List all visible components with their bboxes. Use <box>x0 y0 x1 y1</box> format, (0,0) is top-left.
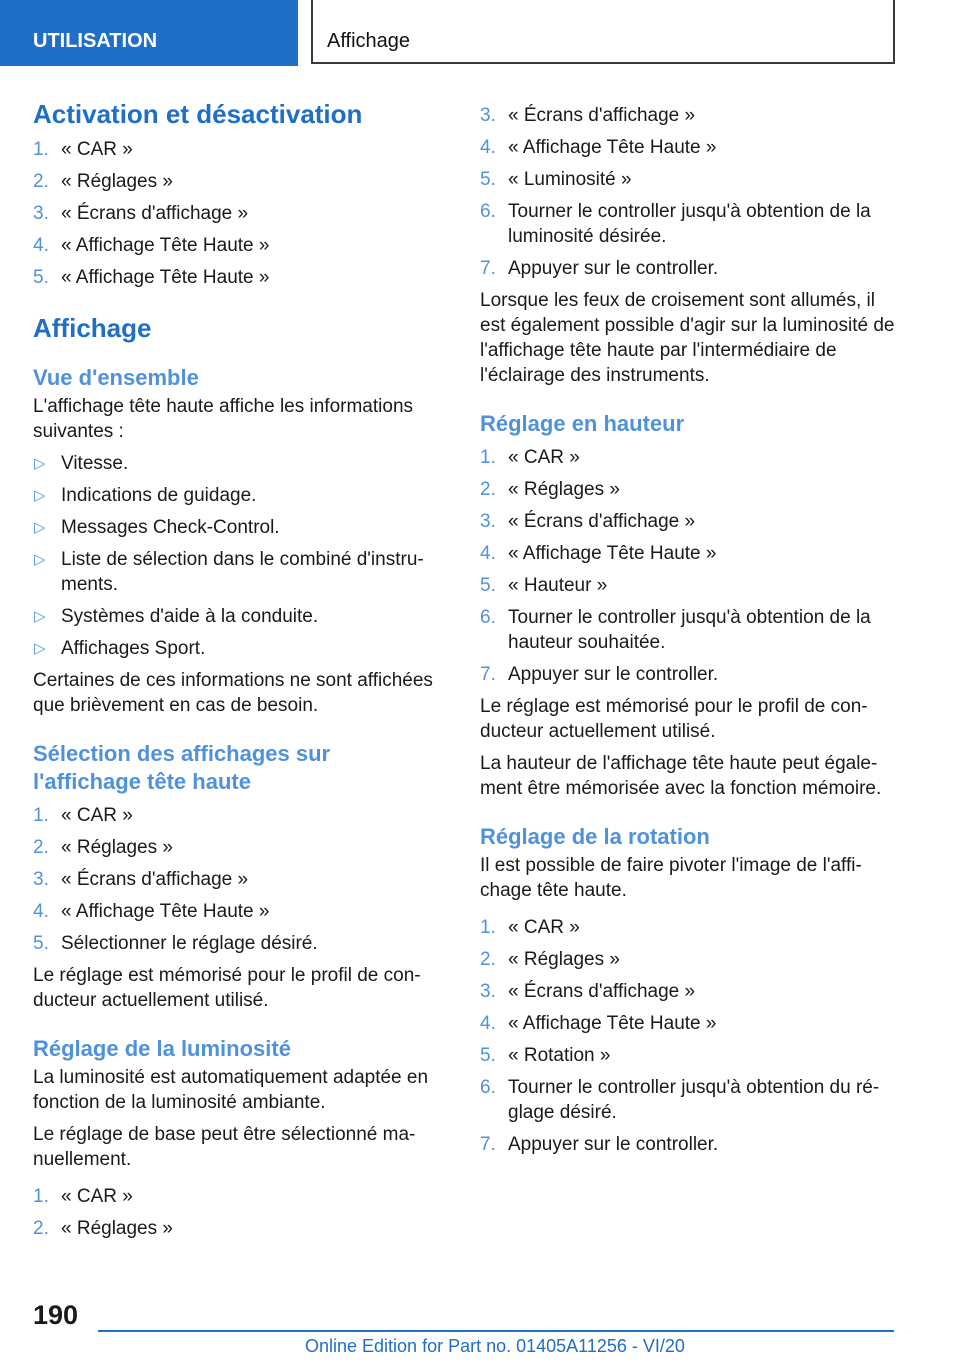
step-item <box>33 169 443 194</box>
step-text: « Affichage Tête Haute » <box>508 1013 717 1034</box>
step-number: 7. <box>480 1134 496 1155</box>
step-number: 6. <box>480 201 496 222</box>
footer-divider <box>98 1330 894 1332</box>
step-item <box>480 167 900 192</box>
step-item <box>480 445 900 470</box>
step-item <box>480 1132 900 1157</box>
step-number: 3. <box>33 869 49 890</box>
step-number: 4. <box>480 137 496 158</box>
bullet-item <box>33 604 443 629</box>
step-number: 4. <box>480 1013 496 1034</box>
lum-steps-cont <box>480 103 900 281</box>
step-number: 5. <box>480 1045 496 1066</box>
step-number: 5. <box>480 575 496 596</box>
step-text: « Réglages » <box>61 171 173 192</box>
bullet-item <box>33 636 443 661</box>
step-text: Tourner le controller jusqu'à obtention de la luminosité désirée. <box>508 201 871 247</box>
step-item <box>480 573 900 598</box>
step-number: 2. <box>480 479 496 500</box>
step-text: « Hauteur » <box>508 575 608 596</box>
step-text: « Affichage Tête Haute » <box>508 543 717 564</box>
step-item <box>480 103 900 128</box>
page-header <box>0 0 960 66</box>
step-text: « Écrans d'affichage » <box>508 981 696 1002</box>
right-column <box>480 98 900 1157</box>
hauteur-steps <box>480 445 900 687</box>
step-item <box>33 137 443 162</box>
step-item <box>480 256 900 281</box>
triangle-bullet-icon: ▷ <box>34 551 46 568</box>
step-text: « Luminosité » <box>508 169 632 190</box>
heading-hauteur: Réglage en hauteur <box>480 411 685 436</box>
vue-intro: L'affichage tête haute affiche les informations suivantes : <box>33 396 414 442</box>
step-number: 6. <box>480 607 496 628</box>
heading-affichage: Affichage <box>33 313 152 343</box>
step-number: 4. <box>480 543 496 564</box>
step-item <box>480 1011 900 1036</box>
step-text: « CAR » <box>61 139 133 160</box>
step-text: « CAR » <box>508 917 580 938</box>
lum-note: Lorsque les feux de croisement sont allumés, il est également possible d'agir sur la luminosité de l'affichage tête haute par l'intermédiaire de l'éclairage des instruments. <box>480 290 895 386</box>
step-text: « Écrans d'affichage » <box>508 105 696 126</box>
step-text: « Écrans d'affichage » <box>61 203 249 224</box>
page-number: 190 <box>33 1300 79 1330</box>
step-number: 7. <box>480 664 496 685</box>
step-text: « Rotation » <box>508 1045 611 1066</box>
hauteur-note1: Le réglage est mémorisé pour le profil de conducteur actuellement utilisé. <box>480 696 868 742</box>
step-item <box>480 1043 900 1068</box>
bullet-text: Liste de sélection dans le combiné d'instruments. <box>61 549 424 595</box>
edition-note: Online Edition for Part no. 01405A11256 - VI/20 <box>305 1336 685 1356</box>
heading-activation: Activation et désactivation <box>33 99 363 129</box>
step-item <box>480 199 900 249</box>
lum-p1: La luminosité est automatiquement adaptée en fonction de la luminosité ambiante. <box>33 1067 429 1113</box>
step-item <box>480 979 900 1004</box>
section-tab: UTILISATION <box>0 0 298 66</box>
step-text: Tourner le controller jusqu'à obtention de la hauteur souhaitée. <box>508 607 871 653</box>
step-number: 2. <box>33 171 49 192</box>
step-text: Appuyer sur le controller. <box>508 258 719 279</box>
step-number: 2. <box>33 1218 49 1239</box>
heading-luminosite: Réglage de la luminosité <box>33 1036 291 1061</box>
bullet-text: Affichages Sport. <box>61 638 206 659</box>
step-number: 5. <box>33 267 49 288</box>
step-text: « CAR » <box>508 447 580 468</box>
heading-vue-ensemble: Vue d'ensemble <box>33 365 199 390</box>
step-text: « Réglages » <box>508 949 620 970</box>
step-item <box>33 233 443 258</box>
bullet-text: Vitesse. <box>61 453 129 474</box>
chapter-title: Affichage <box>311 0 895 64</box>
step-text: « Réglages » <box>61 1218 173 1239</box>
step-number: 2. <box>33 837 49 858</box>
step-text: « Affichage Tête Haute » <box>61 901 270 922</box>
bullet-item <box>33 451 443 476</box>
step-item <box>33 867 443 892</box>
step-number: 4. <box>33 235 49 256</box>
step-number: 1. <box>33 139 49 160</box>
vue-items <box>33 451 443 661</box>
step-number: 3. <box>480 981 496 1002</box>
step-number: 3. <box>480 105 496 126</box>
triangle-bullet-icon: ▷ <box>34 608 46 625</box>
selection-steps <box>33 803 443 956</box>
step-item <box>33 201 443 226</box>
step-text: « Affichage Tête Haute » <box>61 267 270 288</box>
step-number: 6. <box>480 1077 496 1098</box>
bullet-item <box>33 515 443 540</box>
step-number: 2. <box>480 949 496 970</box>
step-text: « CAR » <box>61 805 133 826</box>
step-text: « Écrans d'affichage » <box>61 869 249 890</box>
step-item <box>480 477 900 502</box>
step-text: « Écrans d'affichage » <box>508 511 696 532</box>
step-number: 1. <box>480 917 496 938</box>
step-item <box>480 509 900 534</box>
step-number: 1. <box>33 805 49 826</box>
step-text: Appuyer sur le controller. <box>508 664 719 685</box>
triangle-bullet-icon: ▷ <box>34 519 46 536</box>
bullet-text: Indications de guidage. <box>61 485 257 506</box>
step-item <box>480 947 900 972</box>
step-item <box>480 541 900 566</box>
step-text: « Affichage Tête Haute » <box>508 137 717 158</box>
step-item <box>33 899 443 924</box>
left-column <box>33 98 443 1241</box>
heading-selection: Sélection des affichages sur l'affichage tête haute <box>33 741 331 794</box>
step-item <box>480 915 900 940</box>
step-item <box>480 605 900 655</box>
step-number: 3. <box>33 203 49 224</box>
selection-note: Le réglage est mémorisé pour le profil de conducteur actuellement utilisé. <box>33 965 421 1011</box>
step-item <box>33 835 443 860</box>
lum-steps <box>33 1184 443 1241</box>
activation-steps <box>33 137 443 290</box>
bullet-item <box>33 547 443 597</box>
step-text: « Réglages » <box>61 837 173 858</box>
lum-p2: Le réglage de base peut être sélectionné manuellement. <box>33 1124 416 1170</box>
step-number: 1. <box>33 1186 49 1207</box>
step-text: « CAR » <box>61 1186 133 1207</box>
step-item <box>33 803 443 828</box>
step-item <box>33 1216 443 1241</box>
step-item <box>480 1075 900 1125</box>
bullet-item <box>33 483 443 508</box>
step-item <box>33 1184 443 1209</box>
heading-rotation: Réglage de la rotation <box>480 824 710 849</box>
rotation-steps <box>480 915 900 1157</box>
step-number: 4. <box>33 901 49 922</box>
step-text: « Réglages » <box>508 479 620 500</box>
step-text: Appuyer sur le controller. <box>508 1134 719 1155</box>
step-text: Tourner le controller jusqu'à obtention du réglage désiré. <box>508 1077 880 1123</box>
step-item <box>480 662 900 687</box>
step-item <box>480 135 900 160</box>
step-number: 5. <box>480 169 496 190</box>
triangle-bullet-icon: ▷ <box>34 455 46 472</box>
step-number: 3. <box>480 511 496 532</box>
step-text: Sélectionner le réglage désiré. <box>61 933 318 954</box>
triangle-bullet-icon: ▷ <box>34 640 46 657</box>
triangle-bullet-icon: ▷ <box>34 487 46 504</box>
step-number: 1. <box>480 447 496 468</box>
bullet-text: Messages Check-Control. <box>61 517 280 538</box>
bullet-text: Systèmes d'aide à la conduite. <box>61 606 319 627</box>
vue-outro: Certaines de ces informations ne sont affichées que brièvement en cas de besoin. <box>33 670 433 716</box>
step-item <box>33 265 443 290</box>
step-number: 7. <box>480 258 496 279</box>
step-number: 5. <box>33 933 49 954</box>
step-item <box>33 931 443 956</box>
hauteur-note2: La hauteur de l'affichage tête haute peut également être mémorisée avec la fonction mémoire. <box>480 753 882 799</box>
step-text: « Affichage Tête Haute » <box>61 235 270 256</box>
rotation-intro: Il est possible de faire pivoter l'image de l'affichage tête haute. <box>480 855 862 901</box>
